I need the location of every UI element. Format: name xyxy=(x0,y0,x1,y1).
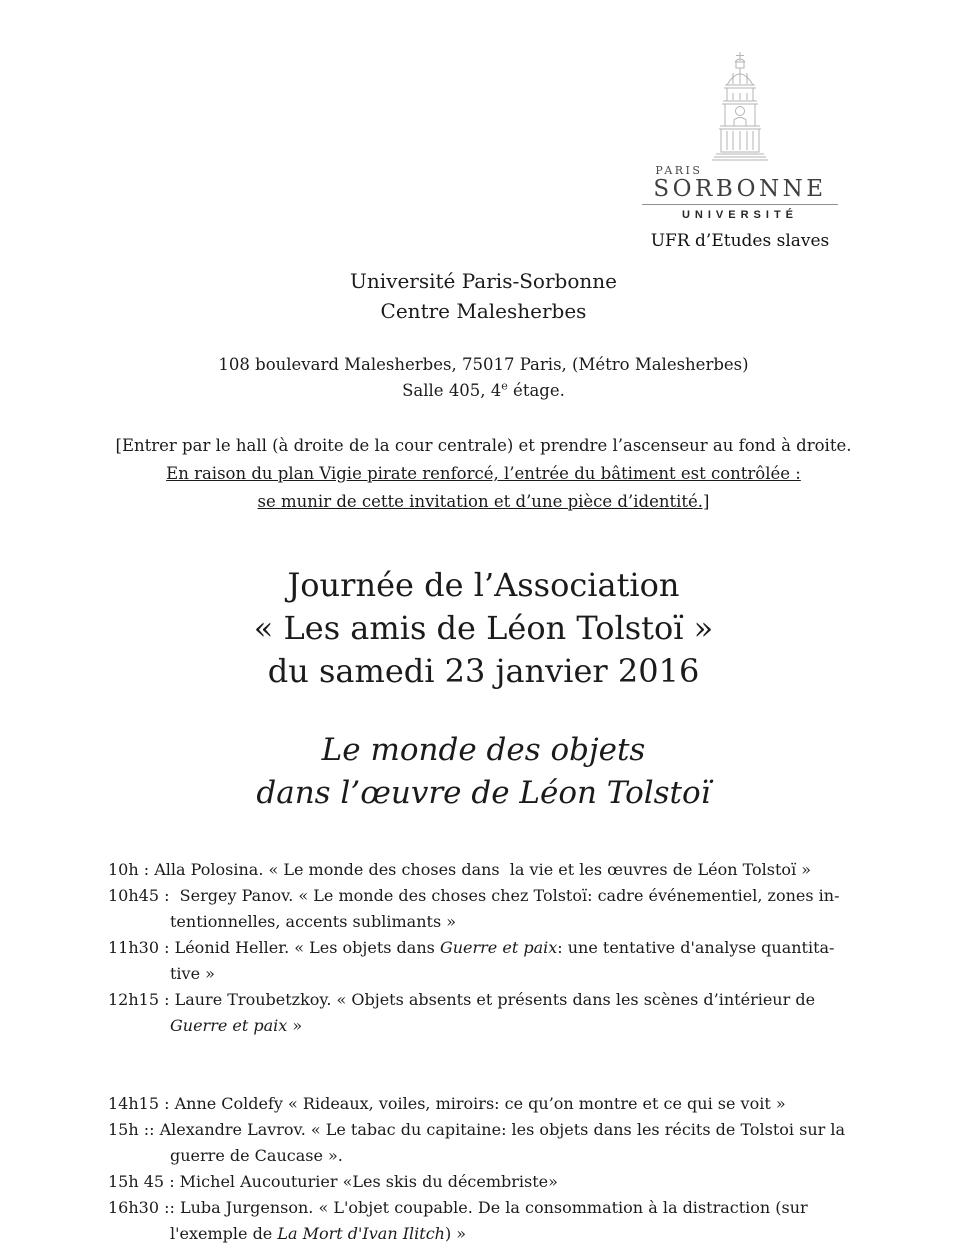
logo-wordmark xyxy=(653,164,826,201)
program-text: 16h30 :: Luba Jurgenson. « L'objet coupable. De la consommation à la distraction (sur xyxy=(108,1198,808,1217)
sorbonne-tower-icon xyxy=(694,50,786,162)
work-title-italic: La Mort d'Ivan Ilitch xyxy=(277,1224,445,1243)
institution-block xyxy=(0,266,967,326)
program-text: 10h45 : Sergey Panov. « Le monde des choses chez Tolstoï: cadre événementiel, zones in- xyxy=(108,886,840,905)
program-item-continuation-line xyxy=(108,1013,927,1039)
program-text: tive » xyxy=(170,964,215,983)
program-text: 15h 45 : Michel Aucouturier «Les skis du décembriste» xyxy=(108,1172,558,1191)
logo-sorbonne-text: SORBONNE xyxy=(653,176,827,202)
event-title-line-3: du samedi 23 janvier 2016 xyxy=(267,652,700,690)
program-text: l'exemple de xyxy=(170,1224,278,1243)
program-item-line xyxy=(108,1169,927,1195)
program-item-line xyxy=(108,1195,927,1221)
event-theme xyxy=(0,729,967,815)
logo-divider xyxy=(642,204,838,205)
event-title-line-1: Journée de l’Association xyxy=(287,566,680,604)
program-item-line xyxy=(108,1117,927,1143)
program-afternoon-session xyxy=(108,1091,927,1247)
program-text: ) » xyxy=(444,1224,467,1243)
room-ordinal: e xyxy=(501,379,508,393)
room-text-pre: Salle 405, 4 xyxy=(402,381,502,400)
program-text: 14h15 : Anne Coldefy « Rideaux, voiles, miroirs: ce qu’on montre et ce qui se voit » xyxy=(108,1094,786,1113)
room-line xyxy=(0,378,967,404)
program-item xyxy=(108,987,927,1039)
program-text: : une tentative d'analyse quantita- xyxy=(557,938,835,957)
program-text: 12h15 : Laure Troubetzkoy. « Objets absents et présents dans les scènes d’intérieur de xyxy=(108,990,816,1009)
notice-line-1: [Entrer par le hall (à droite de la cour centrale) et prendre l’ascenseur au fond à droite. xyxy=(115,436,852,455)
logo-universite-text: UNIVERSITÉ xyxy=(681,209,798,221)
program-text: guerre de Caucase ». xyxy=(170,1146,343,1165)
program-text: 11h30 : Léonid Heller. « Les objets dans xyxy=(108,938,440,957)
notice-line-3: se munir de cette invitation et d’une pièce d’identité.] xyxy=(257,492,710,511)
program-item-line xyxy=(108,857,927,883)
program-item xyxy=(108,857,927,883)
program-text: » xyxy=(287,1016,303,1035)
university-name: Université Paris-Sorbonne xyxy=(350,269,617,293)
address-block xyxy=(0,352,967,404)
program-item xyxy=(108,1091,927,1117)
sorbonne-logo xyxy=(628,50,852,251)
program-item-continuation-line xyxy=(108,1221,927,1247)
program-item-continuation-line xyxy=(108,961,927,987)
program-item xyxy=(108,935,927,987)
program-item-continuation-line xyxy=(108,1143,927,1169)
notice-line-2: En raison du plan Vigie pirate renforcé, l’entrée du bâtiment est contrôlée : xyxy=(166,464,801,483)
event-theme-line-2: dans l’œuvre de Léon Tolstoï xyxy=(256,775,711,811)
event-title-line-2: « Les amis de Léon Tolstoï » xyxy=(253,609,714,647)
center-name: Centre Malesherbes xyxy=(380,299,587,323)
program-item-line xyxy=(108,987,927,1013)
program-item xyxy=(108,1195,927,1247)
work-title-italic: Guerre et paix xyxy=(170,1016,288,1035)
entry-notice xyxy=(0,432,967,516)
program-text: tentionnelles, accents sublimants » xyxy=(170,912,457,931)
logo-paris-text: PARIS xyxy=(655,164,703,177)
program-morning-session xyxy=(108,857,927,1039)
work-title-italic: Guerre et paix xyxy=(439,938,558,957)
program xyxy=(108,857,927,1247)
program-item xyxy=(108,1117,927,1169)
event-title xyxy=(0,564,967,693)
program-item-continuation-line xyxy=(108,909,927,935)
event-theme-line-1: Le monde des objets xyxy=(321,732,646,768)
program-text: 10h : Alla Polosina. « Le monde des choses dans la vie et les œuvres de Léon Tolstoï » xyxy=(108,860,812,879)
program-item-line xyxy=(108,935,927,961)
room-text-post: étage. xyxy=(507,381,565,400)
program-item xyxy=(108,883,927,935)
address-line: 108 boulevard Malesherbes, 75017 Paris, (Métro Malesherbes) xyxy=(218,355,749,374)
program-item xyxy=(108,1169,927,1195)
program-item-line xyxy=(108,883,927,909)
program-item-line xyxy=(108,1091,927,1117)
program-text: 15h :: Alexandre Lavrov. « Le tabac du capitaine: les objets dans les récits de Tolstoi sur la xyxy=(108,1120,846,1139)
logo-ufr-text: UFR d’Etudes slaves xyxy=(650,231,830,251)
